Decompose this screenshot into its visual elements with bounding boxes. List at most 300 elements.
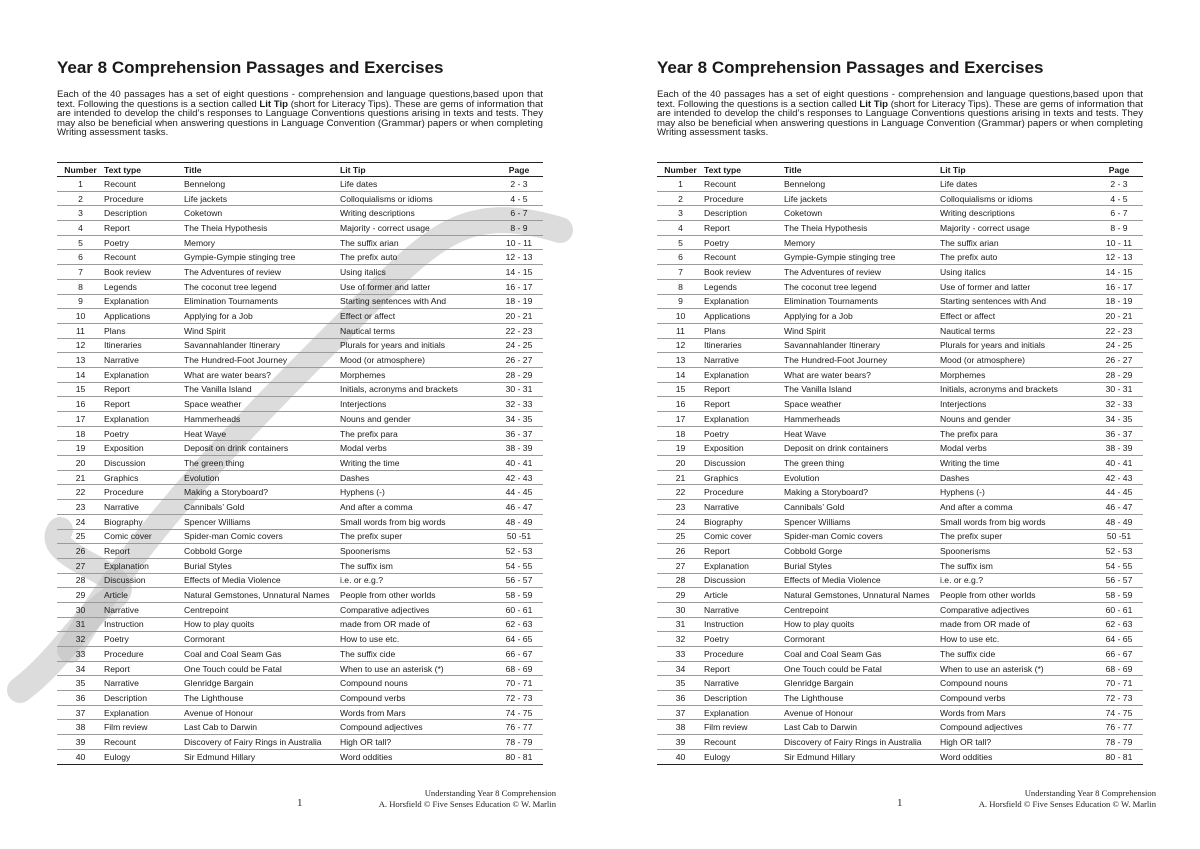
row-title: Savannahlander Itinerary bbox=[784, 338, 940, 353]
table-row bbox=[657, 191, 1143, 206]
row-page: 30 - 31 bbox=[495, 382, 543, 397]
row-number: 33 bbox=[657, 647, 704, 662]
row-page: 4 - 5 bbox=[495, 191, 543, 206]
table-row bbox=[657, 441, 1143, 456]
row-page: 12 - 13 bbox=[495, 250, 543, 265]
footer-credit-line1: Understanding Year 8 Comprehension bbox=[1024, 788, 1156, 798]
row-lit-tip: Compound nouns bbox=[340, 676, 495, 691]
row-text-type: Explanation bbox=[104, 367, 184, 382]
row-number: 15 bbox=[57, 382, 104, 397]
row-number: 37 bbox=[657, 705, 704, 720]
row-title: The coconut tree legend bbox=[184, 279, 340, 294]
row-number: 38 bbox=[57, 720, 104, 735]
row-number: 30 bbox=[657, 602, 704, 617]
row-text-type: Discussion bbox=[104, 456, 184, 471]
table-row bbox=[57, 735, 543, 750]
row-number: 17 bbox=[57, 412, 104, 427]
header-page: Page bbox=[495, 163, 543, 177]
row-text-type: Recount bbox=[104, 735, 184, 750]
row-number: 8 bbox=[657, 279, 704, 294]
row-number: 2 bbox=[657, 191, 704, 206]
header-number: Number bbox=[657, 163, 704, 177]
row-lit-tip: Word oddities bbox=[940, 749, 1095, 764]
table-header-row bbox=[57, 163, 543, 177]
row-page: 16 - 17 bbox=[1095, 279, 1143, 294]
row-title: Sir Edmund Hillary bbox=[784, 749, 940, 764]
row-title: The Theia Hypothesis bbox=[184, 221, 340, 236]
row-text-type: Report bbox=[104, 397, 184, 412]
table-row bbox=[57, 588, 543, 603]
row-page: 40 - 41 bbox=[1095, 456, 1143, 471]
row-text-type: Discussion bbox=[104, 573, 184, 588]
table-header-row bbox=[657, 163, 1143, 177]
row-page: 28 - 29 bbox=[495, 367, 543, 382]
page-title: Year 8 Comprehension Passages and Exercises bbox=[57, 58, 444, 77]
row-page: 34 - 35 bbox=[495, 412, 543, 427]
table-row bbox=[657, 367, 1143, 382]
row-page: 50 -51 bbox=[1095, 529, 1143, 544]
header-text-type: Text type bbox=[704, 163, 784, 177]
row-title: Applying for a Job bbox=[784, 309, 940, 324]
row-number: 20 bbox=[657, 456, 704, 471]
row-page: 18 - 19 bbox=[495, 294, 543, 309]
table-row bbox=[657, 558, 1143, 573]
table-row bbox=[57, 441, 543, 456]
row-page: 44 - 45 bbox=[1095, 485, 1143, 500]
row-lit-tip: The suffix cide bbox=[940, 647, 1095, 662]
row-title: Cannibals’ Gold bbox=[184, 500, 340, 515]
row-number: 8 bbox=[57, 279, 104, 294]
row-title: Bennelong bbox=[184, 177, 340, 192]
row-text-type: Plans bbox=[104, 323, 184, 338]
row-number: 36 bbox=[57, 691, 104, 706]
row-text-type: Report bbox=[704, 661, 784, 676]
row-text-type: Procedure bbox=[704, 485, 784, 500]
table-row bbox=[57, 529, 543, 544]
row-number: 10 bbox=[657, 309, 704, 324]
row-number: 35 bbox=[657, 676, 704, 691]
row-number: 36 bbox=[657, 691, 704, 706]
row-text-type: Film review bbox=[704, 720, 784, 735]
row-lit-tip: When to use an asterisk (*) bbox=[940, 661, 1095, 676]
table-row bbox=[657, 632, 1143, 647]
row-text-type: Eulogy bbox=[104, 749, 184, 764]
row-number: 5 bbox=[57, 235, 104, 250]
row-page: 20 - 21 bbox=[495, 309, 543, 324]
row-lit-tip: The prefix para bbox=[940, 426, 1095, 441]
row-number: 26 bbox=[57, 544, 104, 559]
row-page: 76 - 77 bbox=[1095, 720, 1143, 735]
row-lit-tip: The suffix ism bbox=[340, 558, 495, 573]
row-text-type: Poetry bbox=[704, 632, 784, 647]
table-row bbox=[57, 691, 543, 706]
row-lit-tip: Small words from big words bbox=[940, 514, 1095, 529]
row-page: 72 - 73 bbox=[1095, 691, 1143, 706]
row-title: Evolution bbox=[184, 470, 340, 485]
table-row bbox=[657, 338, 1143, 353]
row-text-type: Recount bbox=[104, 177, 184, 192]
table-row bbox=[57, 412, 543, 427]
row-title: Savannahlander Itinerary bbox=[184, 338, 340, 353]
row-page: 74 - 75 bbox=[495, 705, 543, 720]
row-lit-tip: Word oddities bbox=[340, 749, 495, 764]
row-text-type: Comic cover bbox=[104, 529, 184, 544]
row-title: The Lighthouse bbox=[784, 691, 940, 706]
row-number: 11 bbox=[57, 323, 104, 338]
row-text-type: Graphics bbox=[704, 470, 784, 485]
row-text-type: Poetry bbox=[704, 426, 784, 441]
table-row bbox=[57, 265, 543, 280]
row-title: Memory bbox=[784, 235, 940, 250]
row-number: 16 bbox=[657, 397, 704, 412]
row-number: 35 bbox=[57, 676, 104, 691]
row-title: Spider-man Comic covers bbox=[184, 529, 340, 544]
row-text-type: Explanation bbox=[704, 705, 784, 720]
row-title: The Vanilla Island bbox=[184, 382, 340, 397]
table-row bbox=[657, 588, 1143, 603]
row-title: How to play quoits bbox=[184, 617, 340, 632]
row-title: Cobbold Gorge bbox=[784, 544, 940, 559]
table-row bbox=[657, 221, 1143, 236]
table-row bbox=[57, 632, 543, 647]
row-title: Memory bbox=[184, 235, 340, 250]
footer-credit-line2: A. Horsfield © Five Senses Education © W. Marlin bbox=[978, 799, 1156, 809]
contents-table bbox=[657, 162, 1143, 765]
table-row bbox=[657, 544, 1143, 559]
table-row bbox=[657, 177, 1143, 192]
table-row bbox=[657, 602, 1143, 617]
row-text-type: Graphics bbox=[104, 470, 184, 485]
row-title: Space weather bbox=[784, 397, 940, 412]
row-title: Heat Wave bbox=[784, 426, 940, 441]
row-lit-tip: Dashes bbox=[340, 470, 495, 485]
row-text-type: Description bbox=[704, 206, 784, 221]
row-lit-tip: Compound adjectives bbox=[340, 720, 495, 735]
row-title: Cormorant bbox=[784, 632, 940, 647]
row-number: 22 bbox=[657, 485, 704, 500]
table-row bbox=[57, 309, 543, 324]
row-title: Glenridge Bargain bbox=[784, 676, 940, 691]
row-number: 4 bbox=[57, 221, 104, 236]
row-text-type: Procedure bbox=[704, 191, 784, 206]
row-page: 6 - 7 bbox=[1095, 206, 1143, 221]
row-number: 34 bbox=[57, 661, 104, 676]
row-lit-tip: The prefix auto bbox=[340, 250, 495, 265]
row-text-type: Report bbox=[704, 221, 784, 236]
row-page: 32 - 33 bbox=[1095, 397, 1143, 412]
row-title: Discovery of Fairy Rings in Australia bbox=[184, 735, 340, 750]
row-title: Cannibals’ Gold bbox=[784, 500, 940, 515]
row-text-type: Narrative bbox=[104, 602, 184, 617]
row-lit-tip: Effect or affect bbox=[340, 309, 495, 324]
row-page: 2 - 3 bbox=[495, 177, 543, 192]
row-number: 38 bbox=[657, 720, 704, 735]
table-row bbox=[57, 279, 543, 294]
row-number: 33 bbox=[57, 647, 104, 662]
row-text-type: Report bbox=[104, 544, 184, 559]
row-text-type: Description bbox=[104, 206, 184, 221]
row-number: 40 bbox=[657, 749, 704, 764]
row-lit-tip: Comparative adjectives bbox=[340, 602, 495, 617]
row-page: 58 - 59 bbox=[1095, 588, 1143, 603]
row-title: Spencer Williams bbox=[184, 514, 340, 529]
row-number: 29 bbox=[57, 588, 104, 603]
row-text-type: Instruction bbox=[704, 617, 784, 632]
row-page: 6 - 7 bbox=[495, 206, 543, 221]
table-row bbox=[57, 338, 543, 353]
row-text-type: Biography bbox=[704, 514, 784, 529]
header-lit-tip: Lit Tip bbox=[340, 163, 495, 177]
row-lit-tip: Plurals for years and initials bbox=[940, 338, 1095, 353]
row-page: 60 - 61 bbox=[495, 602, 543, 617]
table-row bbox=[657, 412, 1143, 427]
row-number: 19 bbox=[57, 441, 104, 456]
row-lit-tip: Nouns and gender bbox=[340, 412, 495, 427]
row-lit-tip: When to use an asterisk (*) bbox=[340, 661, 495, 676]
row-lit-tip: The prefix para bbox=[340, 426, 495, 441]
row-lit-tip: Nautical terms bbox=[340, 323, 495, 338]
table-row bbox=[657, 676, 1143, 691]
table-row bbox=[57, 177, 543, 192]
row-title: Last Cab to Darwin bbox=[184, 720, 340, 735]
row-page: 4 - 5 bbox=[1095, 191, 1143, 206]
page-title: Year 8 Comprehension Passages and Exercises bbox=[657, 58, 1044, 77]
row-lit-tip: And after a comma bbox=[340, 500, 495, 515]
row-lit-tip: The prefix super bbox=[340, 529, 495, 544]
row-number: 6 bbox=[57, 250, 104, 265]
row-number: 31 bbox=[57, 617, 104, 632]
row-page: 54 - 55 bbox=[495, 558, 543, 573]
right-page bbox=[600, 0, 1200, 849]
table-row bbox=[57, 500, 543, 515]
row-number: 10 bbox=[57, 309, 104, 324]
table-row bbox=[657, 749, 1143, 764]
row-text-type: Procedure bbox=[704, 647, 784, 662]
row-lit-tip: Small words from big words bbox=[340, 514, 495, 529]
table-row bbox=[657, 691, 1143, 706]
table-row bbox=[57, 470, 543, 485]
row-number: 21 bbox=[57, 470, 104, 485]
row-text-type: Applications bbox=[104, 309, 184, 324]
row-number: 26 bbox=[657, 544, 704, 559]
row-page: 52 - 53 bbox=[495, 544, 543, 559]
row-page: 12 - 13 bbox=[1095, 250, 1143, 265]
row-title: Burial Styles bbox=[784, 558, 940, 573]
row-text-type: Narrative bbox=[104, 676, 184, 691]
page-number: 1 bbox=[297, 797, 303, 809]
row-lit-tip: Modal verbs bbox=[940, 441, 1095, 456]
row-title: Spencer Williams bbox=[784, 514, 940, 529]
table-row bbox=[57, 323, 543, 338]
row-title: Deposit on drink containers bbox=[784, 441, 940, 456]
row-title: The Hundred-Foot Journey bbox=[184, 353, 340, 368]
header-title: Title bbox=[184, 163, 340, 177]
row-title: Wind Spirit bbox=[784, 323, 940, 338]
row-number: 12 bbox=[57, 338, 104, 353]
row-lit-tip: Initials, acronyms and brackets bbox=[340, 382, 495, 397]
row-lit-tip: Compound adjectives bbox=[940, 720, 1095, 735]
row-title: Effects of Media Violence bbox=[784, 573, 940, 588]
row-number: 1 bbox=[57, 177, 104, 192]
row-page: 40 - 41 bbox=[495, 456, 543, 471]
row-lit-tip: The suffix arian bbox=[940, 235, 1095, 250]
row-page: 80 - 81 bbox=[495, 749, 543, 764]
row-text-type: Description bbox=[104, 691, 184, 706]
row-page: 68 - 69 bbox=[1095, 661, 1143, 676]
table-row bbox=[657, 235, 1143, 250]
row-title: Effects of Media Violence bbox=[184, 573, 340, 588]
row-number: 3 bbox=[57, 206, 104, 221]
row-title: Avenue of Honour bbox=[784, 705, 940, 720]
table-row bbox=[657, 382, 1143, 397]
row-number: 28 bbox=[657, 573, 704, 588]
table-row bbox=[657, 265, 1143, 280]
row-page: 8 - 9 bbox=[495, 221, 543, 236]
row-page: 58 - 59 bbox=[495, 588, 543, 603]
row-title: The Lighthouse bbox=[184, 691, 340, 706]
table-row bbox=[657, 514, 1143, 529]
table-row bbox=[657, 647, 1143, 662]
table-row bbox=[57, 235, 543, 250]
row-lit-tip: Dashes bbox=[940, 470, 1095, 485]
row-text-type: Procedure bbox=[104, 485, 184, 500]
table-row bbox=[657, 735, 1143, 750]
row-title: Centrepoint bbox=[184, 602, 340, 617]
row-number: 1 bbox=[657, 177, 704, 192]
row-lit-tip: i.e. or e.g.? bbox=[340, 573, 495, 588]
row-number: 19 bbox=[657, 441, 704, 456]
row-title: Elimination Tournaments bbox=[184, 294, 340, 309]
row-page: 66 - 67 bbox=[1095, 647, 1143, 662]
row-page: 48 - 49 bbox=[1095, 514, 1143, 529]
footer-credit-line1: Understanding Year 8 Comprehension bbox=[424, 788, 556, 798]
row-number: 14 bbox=[57, 367, 104, 382]
row-number: 18 bbox=[657, 426, 704, 441]
row-page: 2 - 3 bbox=[1095, 177, 1143, 192]
table-row bbox=[57, 602, 543, 617]
row-title: Making a Storyboard? bbox=[784, 485, 940, 500]
row-lit-tip: Starting sentences with And bbox=[340, 294, 495, 309]
row-number: 29 bbox=[657, 588, 704, 603]
row-title: The coconut tree legend bbox=[784, 279, 940, 294]
table-body bbox=[657, 177, 1143, 765]
row-page: 26 - 27 bbox=[495, 353, 543, 368]
row-number: 20 bbox=[57, 456, 104, 471]
table-row bbox=[657, 397, 1143, 412]
row-number: 37 bbox=[57, 705, 104, 720]
row-title: Gympie-Gympie stinging tree bbox=[184, 250, 340, 265]
row-text-type: Report bbox=[104, 661, 184, 676]
row-title: Coal and Coal Seam Gas bbox=[184, 647, 340, 662]
row-page: 70 - 71 bbox=[495, 676, 543, 691]
row-lit-tip: Use of former and latter bbox=[940, 279, 1095, 294]
row-number: 25 bbox=[57, 529, 104, 544]
row-number: 2 bbox=[57, 191, 104, 206]
row-text-type: Explanation bbox=[704, 558, 784, 573]
row-title: Natural Gemstones, Unnatural Names bbox=[184, 588, 340, 603]
row-text-type: Narrative bbox=[104, 500, 184, 515]
table-row bbox=[57, 558, 543, 573]
table-row bbox=[657, 294, 1143, 309]
row-lit-tip: Starting sentences with And bbox=[940, 294, 1095, 309]
row-lit-tip: Nouns and gender bbox=[940, 412, 1095, 427]
row-page: 24 - 25 bbox=[495, 338, 543, 353]
row-lit-tip: Interjections bbox=[340, 397, 495, 412]
table-row bbox=[57, 250, 543, 265]
row-number: 14 bbox=[657, 367, 704, 382]
row-title: The Hundred-Foot Journey bbox=[784, 353, 940, 368]
row-text-type: Description bbox=[704, 691, 784, 706]
row-lit-tip: Compound nouns bbox=[940, 676, 1095, 691]
row-lit-tip: Mood (or atmosphere) bbox=[940, 353, 1095, 368]
row-title: Glenridge Bargain bbox=[184, 676, 340, 691]
table-row bbox=[57, 617, 543, 632]
row-lit-tip: i.e. or e.g.? bbox=[940, 573, 1095, 588]
row-lit-tip: Words from Mars bbox=[340, 705, 495, 720]
row-lit-tip: made from OR made of bbox=[940, 617, 1095, 632]
row-number: 27 bbox=[57, 558, 104, 573]
table-row bbox=[57, 514, 543, 529]
row-lit-tip: Writing descriptions bbox=[340, 206, 495, 221]
row-lit-tip: Spoonerisms bbox=[940, 544, 1095, 559]
table-row bbox=[57, 544, 543, 559]
row-lit-tip: People from other worlds bbox=[940, 588, 1095, 603]
row-page: 44 - 45 bbox=[495, 485, 543, 500]
row-lit-tip: Mood (or atmosphere) bbox=[340, 353, 495, 368]
row-lit-tip: Hyphens (-) bbox=[340, 485, 495, 500]
row-page: 46 - 47 bbox=[1095, 500, 1143, 515]
row-title: Centrepoint bbox=[784, 602, 940, 617]
table-row bbox=[657, 456, 1143, 471]
table-row bbox=[657, 309, 1143, 324]
row-title: Hammerheads bbox=[784, 412, 940, 427]
row-page: 34 - 35 bbox=[1095, 412, 1143, 427]
row-page: 20 - 21 bbox=[1095, 309, 1143, 324]
row-lit-tip: High OR tall? bbox=[340, 735, 495, 750]
row-text-type: Biography bbox=[104, 514, 184, 529]
row-lit-tip: Morphemes bbox=[940, 367, 1095, 382]
header-text-type: Text type bbox=[104, 163, 184, 177]
row-title: One Touch could be Fatal bbox=[184, 661, 340, 676]
row-number: 11 bbox=[657, 323, 704, 338]
row-number: 28 bbox=[57, 573, 104, 588]
row-text-type: Procedure bbox=[104, 647, 184, 662]
row-page: 22 - 23 bbox=[1095, 323, 1143, 338]
row-text-type: Discussion bbox=[704, 573, 784, 588]
row-title: The Adventures of review bbox=[784, 265, 940, 280]
row-title: How to play quoits bbox=[784, 617, 940, 632]
row-text-type: Narrative bbox=[704, 500, 784, 515]
row-text-type: Poetry bbox=[704, 235, 784, 250]
table-row bbox=[57, 206, 543, 221]
row-title: The Theia Hypothesis bbox=[784, 221, 940, 236]
table-row bbox=[657, 573, 1143, 588]
row-lit-tip: Compound verbs bbox=[340, 691, 495, 706]
row-title: Cobbold Gorge bbox=[184, 544, 340, 559]
row-number: 18 bbox=[57, 426, 104, 441]
table-row bbox=[657, 353, 1143, 368]
row-title: Life jackets bbox=[184, 191, 340, 206]
row-number: 4 bbox=[657, 221, 704, 236]
row-title: Discovery of Fairy Rings in Australia bbox=[784, 735, 940, 750]
row-title: Space weather bbox=[184, 397, 340, 412]
row-lit-tip: The prefix auto bbox=[940, 250, 1095, 265]
row-page: 16 - 17 bbox=[495, 279, 543, 294]
row-lit-tip: And after a comma bbox=[940, 500, 1095, 515]
table-row bbox=[57, 749, 543, 764]
row-title: Sir Edmund Hillary bbox=[184, 749, 340, 764]
row-text-type: Poetry bbox=[104, 632, 184, 647]
